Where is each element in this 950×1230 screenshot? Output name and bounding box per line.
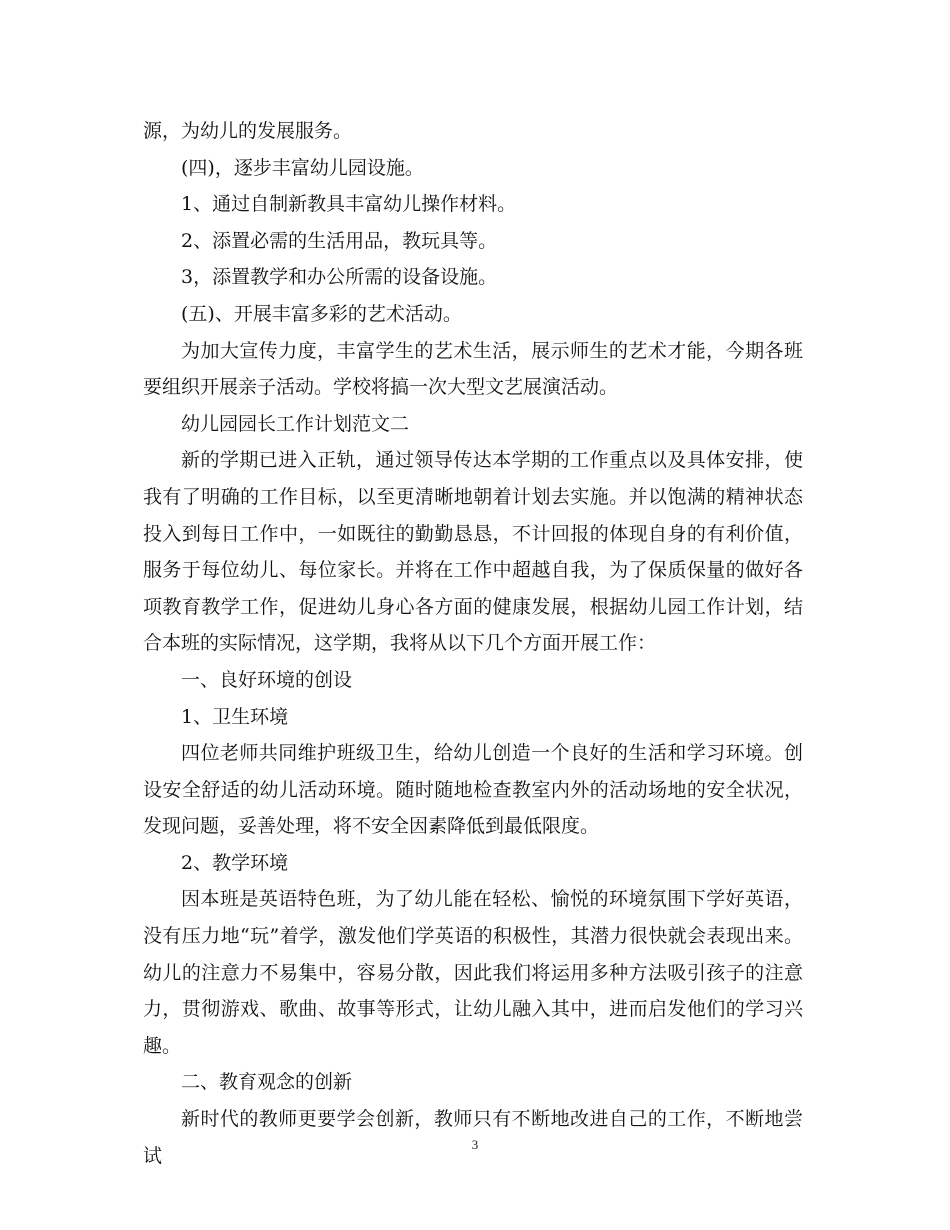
section-heading: 一、良好环境的创设 [181,668,353,691]
subsection-heading: 2、教学环境 [181,851,289,874]
document-body [143,113,803,1174]
section-heading: 二、教育观念的创新 [181,1071,353,1094]
paragraph: 源，为幼儿的发展服务。 [143,120,353,142]
paragraph: 新时代的教师更要学会创新，教师只有不断地改进自己的工作，不断地尝试 [143,1108,803,1167]
paragraph: 新的学期已进入正轨，通过领导传达本学期的工作重点以及具体安排，使我有了明确的工作目标，以至更清晰地朝着计划去实施。并以饱满的精神状态投入到每日工作中，一如既往的勤勤恳恳，不计回报的体现自身的有利价值，服务于每位幼儿、每位家长。并将在工作中超越自我，为了保质保量的做好各项教育教学工作，促进幼儿身心各方面的健康发展，根据幼儿园工作计划，结合本班的实际情况，这学期，我将从以下几个方面开展工作： [143,449,803,655]
paragraph: 为加大宣传力度，丰富学生的艺术生活，展示师生的艺术才能，今期各班要组织开展亲子活动。学校将搞一次大型文艺展演活动。 [143,339,803,399]
paragraph: (五)、开展丰富多彩的艺术活动。 [181,302,462,325]
paragraph: 3，添置教学和办公所需的设备设施。 [181,266,498,289]
paragraph: (四)，逐步丰富幼儿园设施。 [181,156,424,179]
subsection-heading: 1、卫生环境 [181,705,289,728]
paragraph: 2、添置必需的生活用品，教玩具等。 [181,229,498,252]
section-heading: 幼儿园园长工作计划范文二 [181,412,410,435]
paragraph: 因本班是英语特色班，为了幼儿能在轻松、愉悦的环境氛围下学好英语，没有压力地“玩”着学，激发他们学英语的积极性，其潜力很快就会表现出来。幼儿的注意力不易集中，容易分散，因此我们将运用多种方法吸引孩子的注意力，贯彻游戏、歌曲、故事等形式，让幼儿融入其中，进而启发他们的学习兴趣。 [143,888,803,1057]
paragraph: 四位老师共同维护班级卫生，给幼儿创造一个良好的生活和学习环境。创设安全舒适的幼儿活动环境。随时随地检查教室内外的活动场地的安全状况，发现问题，妥善处理，将不安全因素降低到最低限度。 [143,742,803,838]
paragraph: 1、通过自制新教具丰富幼儿操作材料。 [181,193,517,216]
page-number: 3 [471,1137,479,1152]
